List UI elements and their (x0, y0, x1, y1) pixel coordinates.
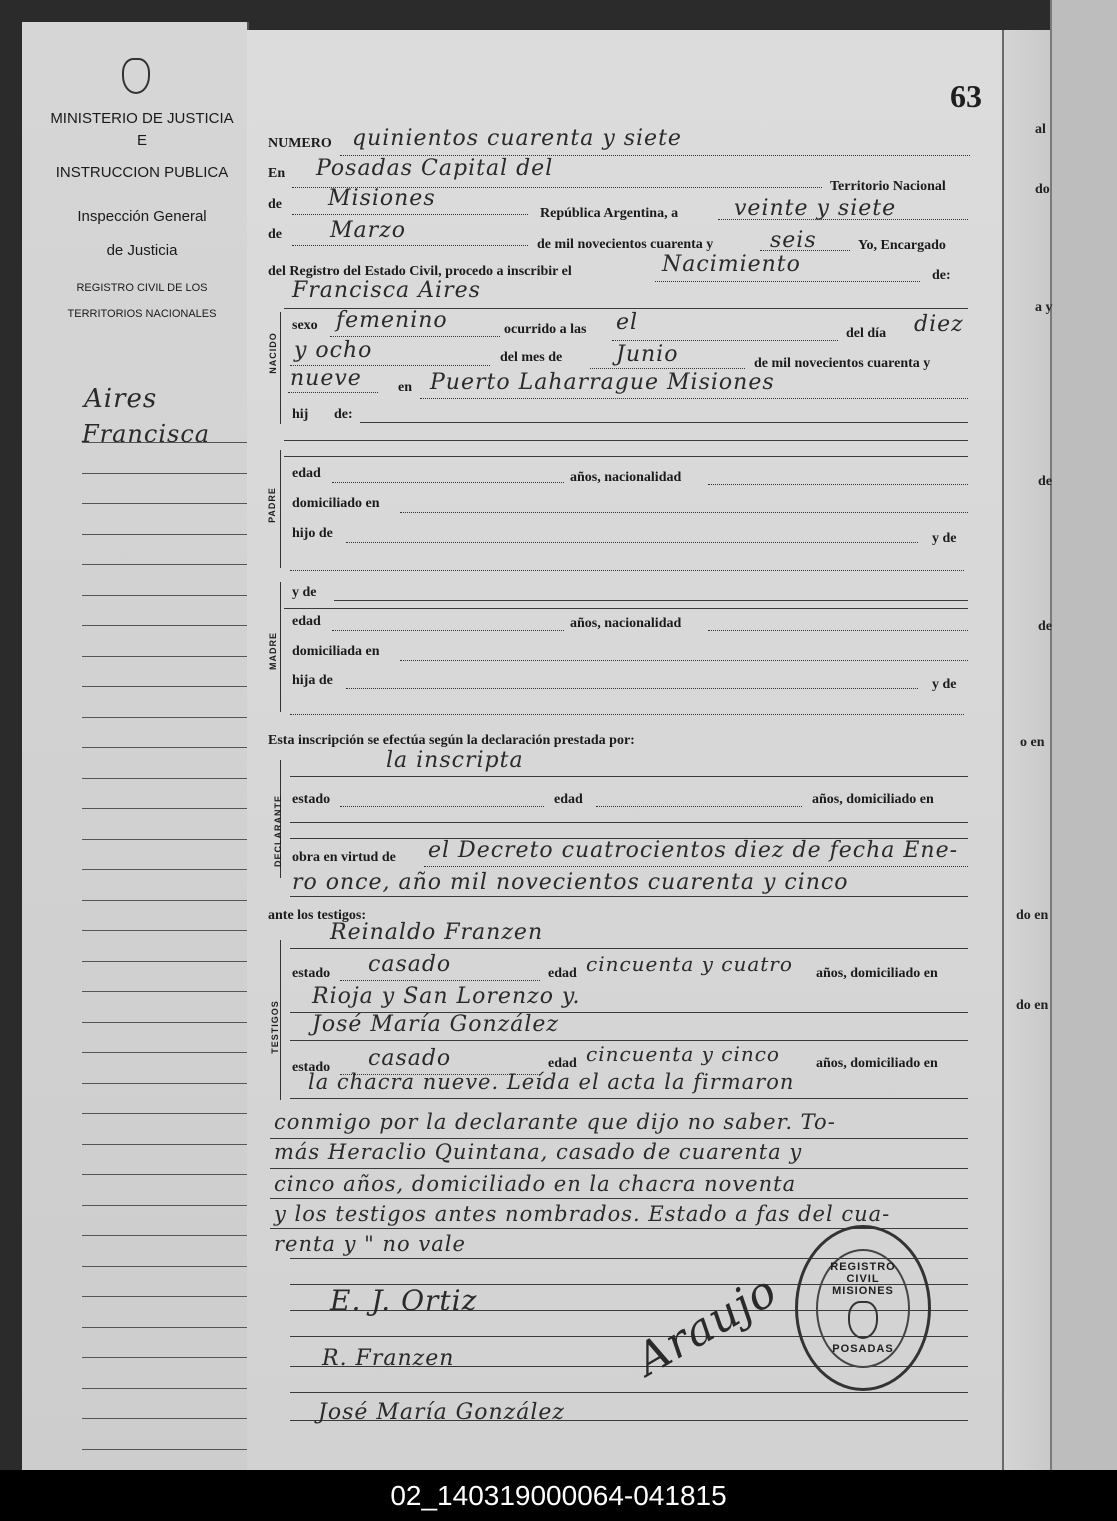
coat-of-arms-icon (122, 58, 150, 94)
ruled-line (82, 1388, 252, 1389)
field-line (290, 776, 968, 777)
section-bracket (280, 940, 281, 1100)
ruled-line (82, 1357, 252, 1358)
seal-inner (816, 1249, 910, 1368)
obra-label: obra en virtud de (292, 850, 396, 865)
ruled-line (82, 564, 252, 565)
field-line (760, 250, 850, 251)
stub-surname: Aires (84, 384, 158, 414)
act-value: Nacimiento (662, 252, 801, 277)
en-label: En (268, 166, 286, 181)
hora-value: el (616, 310, 639, 335)
stub-sheet (22, 22, 249, 1470)
edad-label: edad (292, 466, 321, 481)
ruled-line (82, 1235, 252, 1236)
section-bracket (280, 582, 281, 712)
testigo1-edad: cincuenta y cuatro (586, 952, 793, 976)
ruled-line (82, 839, 252, 840)
registry-line: TERRITORIOS NACIONALES (67, 308, 217, 320)
testigo1-domicilio: Rioja y San Lorenzo y. (312, 984, 581, 1009)
field-line (400, 512, 968, 513)
ruled-line (82, 473, 252, 474)
field-line (284, 456, 968, 457)
domicilio-label: años, domiciliado en (816, 966, 938, 981)
field-line (420, 398, 968, 399)
field-line (330, 336, 500, 337)
section-bracket (280, 450, 281, 568)
ruled-line (82, 869, 252, 870)
field-line (292, 245, 528, 246)
ruled-line (82, 747, 252, 748)
anios-label: años, nacionalidad (570, 616, 682, 631)
y-de-label: y de (932, 531, 957, 546)
note-line: más Heraclio Quintana, casado de cuarenta y (274, 1140, 803, 1164)
ministry-line: E (136, 132, 147, 149)
ruled-line (82, 1174, 252, 1175)
field-line (270, 1198, 968, 1199)
underlying-page-edge (1050, 0, 1117, 1470)
field-line (284, 608, 968, 609)
territorio-label: Territorio Nacional (830, 179, 946, 194)
ruled-line (82, 808, 252, 809)
day-value: veinte y siete (734, 196, 897, 221)
year-value: seis (770, 228, 817, 253)
ruled-line (82, 717, 252, 718)
ruled-line (82, 1296, 252, 1297)
side-fragment: a y (1035, 300, 1053, 315)
ruled-line (82, 991, 252, 992)
stub-given-name: Francisca (82, 420, 211, 448)
field-line (334, 600, 968, 601)
estado-label: estado (292, 792, 331, 807)
field-line (290, 570, 964, 571)
domicilio-label: años, domiciliado en (816, 1056, 938, 1071)
hij-label: hij (292, 407, 309, 422)
note-line: y los testigos antes nombrados. Estado a fas del cua- (274, 1202, 891, 1226)
de-label: de: (334, 407, 353, 422)
name-value: Francisca Aires (292, 278, 481, 303)
field-line (292, 214, 528, 215)
sexo-label: sexo (292, 318, 318, 333)
field-line (290, 1098, 968, 1099)
dia-value: diez (914, 312, 964, 337)
edad-label: edad (548, 966, 577, 981)
field-line (590, 368, 745, 369)
hija-label: hija de (292, 673, 333, 688)
official-seal (795, 1225, 931, 1391)
declarante-value: la inscripta (386, 748, 524, 773)
ruled-line (82, 900, 252, 901)
field-line (346, 542, 918, 543)
ruled-line (82, 1052, 252, 1053)
estado-label: estado (292, 1060, 331, 1075)
ruled-line (82, 1418, 252, 1419)
field-line (340, 980, 540, 981)
ruled-line (82, 1327, 252, 1328)
ruled-line (82, 686, 252, 687)
side-fragment: do en (1016, 908, 1049, 923)
seal-coat-of-arms-icon (848, 1301, 878, 1339)
ruled-line (82, 656, 252, 657)
inspection-line: de Justicia (106, 242, 178, 259)
side-fragment: o en (1020, 735, 1045, 750)
de-label: de: (932, 268, 951, 283)
field-line (270, 1138, 968, 1139)
note-line: cinco años, domiciliado en la chacra noventa (274, 1172, 797, 1196)
page-number: 63 (950, 78, 982, 114)
field-line (718, 219, 968, 220)
territorio-value: Misiones (328, 186, 436, 211)
obra-value-cont: ro once, año mil novecientos cuarenta y cinco (292, 870, 849, 895)
edad-label: edad (548, 1056, 577, 1071)
edad-label: edad (292, 614, 321, 629)
testigo2-domicilio: la chacra nueve. Leída el acta la firmaron (308, 1070, 795, 1094)
field-line (288, 392, 378, 393)
official-signature: Araujo (627, 1265, 786, 1386)
lugar-value: Puerto Laharrague Misiones (430, 370, 775, 395)
sexo-value: femenino (336, 308, 448, 333)
field-line (612, 340, 838, 341)
field-line (360, 422, 968, 423)
month-value: Marzo (330, 218, 406, 243)
field-line (424, 866, 968, 867)
numero-value: quinientos cuarenta y siete (352, 126, 682, 151)
side-fragment: do en (1016, 998, 1049, 1013)
de-label: de (268, 197, 282, 212)
mes-label: del mes de (500, 350, 563, 365)
en-label: en (398, 380, 412, 395)
field-line (290, 822, 968, 823)
field-line (340, 806, 544, 807)
ruled-line (82, 1083, 252, 1084)
ruled-line (82, 625, 252, 626)
domicilio-label: años, domiciliado en (812, 792, 934, 807)
field-line (290, 714, 964, 715)
ruled-line (82, 1205, 252, 1206)
ruled-line (82, 442, 252, 443)
en-value: Posadas Capital del (316, 156, 554, 181)
side-fragment: al (1035, 122, 1046, 137)
anio-label: de mil novecientos cuarenta y (754, 356, 931, 371)
dia-value-cont: y ocho (294, 338, 373, 363)
madre-section-label: MADRE (268, 632, 278, 670)
testigo2-name: José María González (312, 1012, 560, 1037)
registry-line: REGISTRO CIVIL DE LOS (76, 282, 208, 294)
padre-section-label: PADRE (266, 487, 277, 523)
field-line (332, 482, 564, 483)
testigo1-estado: casado (368, 952, 452, 977)
mes-value: Junio (616, 342, 679, 367)
de-label: de (268, 227, 282, 242)
ruled-line (82, 595, 252, 596)
side-fragment: de (1038, 619, 1052, 634)
ruled-line (82, 1022, 252, 1023)
ruled-line (82, 961, 252, 962)
testigos-section-label: TESTIGOS (269, 1000, 280, 1054)
field-line (708, 484, 968, 485)
declaracion-intro: Esta inscripción se efectúa según la declaración prestada por: (268, 733, 635, 748)
field-line (284, 440, 968, 441)
ruled-line (82, 1113, 252, 1114)
edad-label: edad (554, 792, 583, 807)
inspection-line: Inspección General (77, 208, 207, 225)
ruled-line (82, 1449, 252, 1450)
note-line: renta y " no vale (274, 1232, 466, 1256)
ministry-line: MINISTERIO DE JUSTICIA (50, 110, 234, 127)
y-de-label: y de (292, 585, 317, 600)
side-fragment: do (1035, 182, 1050, 197)
obra-value: el Decreto cuatrocientos diez de fecha Ene- (428, 838, 959, 863)
note-line: conmigo por la declarante que dijo no saber. To- (274, 1110, 836, 1134)
image-caption: 02_140319000064-041815 (0, 1470, 1117, 1521)
ruled-line (82, 503, 252, 504)
seal-inner-text: POSADAS (832, 1343, 894, 1355)
field-line (346, 688, 918, 689)
ruled-line (82, 778, 252, 779)
field-line (655, 281, 920, 282)
field-line (596, 806, 802, 807)
side-fragment: de (1038, 474, 1052, 489)
ruled-line (82, 534, 252, 535)
field-line (290, 948, 968, 949)
field-line (332, 630, 564, 631)
field-line (290, 1040, 968, 1041)
nacido-section-label: NACIDO (267, 332, 278, 374)
del-dia-label: del día (846, 326, 887, 341)
ruled-line (82, 1266, 252, 1267)
hijo-label: hijo de (292, 526, 333, 541)
domiciliada-label: domiciliada en (292, 644, 380, 659)
ministry-line: INSTRUCCION PUBLICA (55, 164, 229, 181)
field-line (270, 1168, 968, 1169)
anios-label: años, nacionalidad (570, 470, 682, 485)
mil-label: de mil novecientos cuarenta y (537, 237, 714, 252)
signature: R. Franzen (322, 1346, 455, 1371)
ruled-line (82, 930, 252, 931)
ante-label: ante los testigos: (268, 908, 366, 923)
domiciliado-label: domiciliado en (292, 496, 380, 511)
ocurrido-label: ocurrido a las (504, 322, 587, 337)
seal-outer-text: REGISTRO CIVIL MISIONES (830, 1261, 896, 1297)
testigo2-estado: casado (368, 1046, 452, 1071)
field-line (400, 660, 968, 661)
signature: E. J. Ortiz (330, 1284, 478, 1317)
field-line (290, 896, 968, 897)
yo-label: Yo, Encargado (858, 238, 946, 253)
section-bracket (280, 312, 281, 424)
testigo2-edad: cincuenta y cinco (586, 1042, 780, 1066)
anio-value: nueve (290, 366, 362, 391)
testigo1-name: Reinaldo Franzen (330, 920, 544, 945)
signature: José María González (318, 1400, 566, 1425)
ruled-line (82, 1144, 252, 1145)
y-de-label: y de (932, 677, 957, 692)
field-line (708, 630, 968, 631)
republica-label: República Argentina, a (540, 206, 679, 221)
ruled-line (290, 1392, 968, 1393)
numero-label: NUMERO (268, 136, 332, 151)
declarante-section-label: DECLARANTE (273, 795, 283, 867)
estado-label: estado (292, 966, 331, 981)
registro-label: del Registro del Estado Civil, procedo a inscribir el (268, 264, 572, 279)
